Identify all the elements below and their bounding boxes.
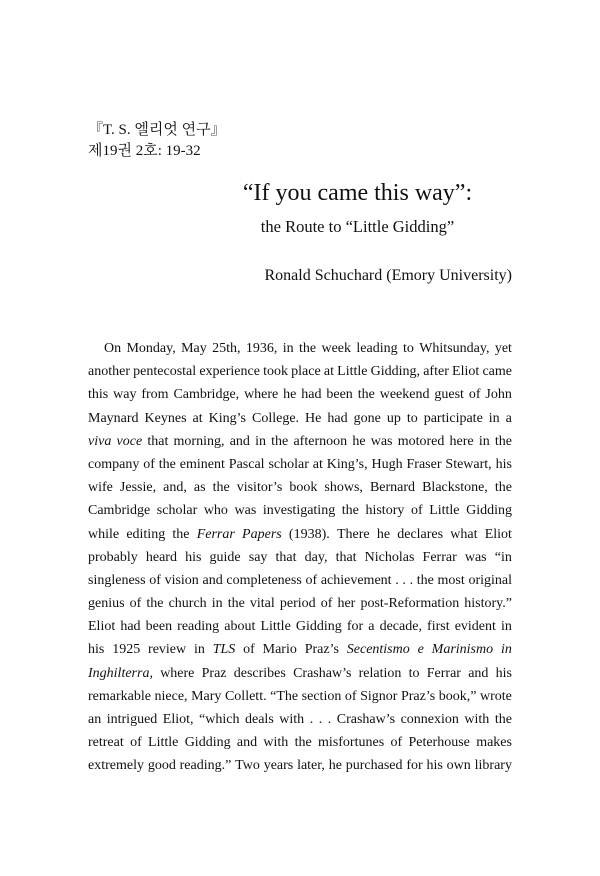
- body-word: at: [312, 456, 323, 472]
- body-word: Stewart,: [445, 456, 492, 472]
- body-word: her: [337, 596, 356, 612]
- body-word: place: [291, 364, 321, 380]
- body-word: genius: [88, 596, 125, 612]
- body-word: was: [234, 503, 257, 519]
- body-word: and: [202, 572, 223, 588]
- body-word: wife: [88, 480, 113, 496]
- body-word: Inghilterra,: [88, 665, 153, 681]
- body-word: Eliot,: [162, 712, 194, 727]
- body-word: been: [145, 619, 173, 635]
- body-word: Praz: [201, 665, 227, 681]
- body-word: purchased: [345, 758, 403, 774]
- body-word: Pascal: [228, 456, 265, 472]
- body-word: of: [468, 387, 481, 403]
- body-word: pentecostal: [133, 364, 197, 380]
- body-word: gone: [353, 410, 381, 426]
- body-word: the: [494, 712, 512, 727]
- body-word: Cambridge: [88, 503, 151, 519]
- body-word: heard: [145, 549, 177, 565]
- body-word: of: [243, 642, 255, 658]
- body-word: book,”: [438, 688, 477, 704]
- body-word: after: [423, 364, 449, 380]
- body-word: Gidding,: [370, 364, 421, 380]
- body-word: in: [282, 341, 294, 356]
- body-word: afternoon: [293, 433, 348, 449]
- body-word: Bernard: [369, 480, 416, 496]
- body-word: Ferrar: [426, 665, 461, 681]
- body-line: [88, 499, 512, 522]
- body-word: Ferrar: [196, 526, 235, 542]
- body-word: .: [402, 572, 406, 588]
- body-word: investigating: [262, 503, 336, 519]
- body-word: Praz’s: [304, 642, 339, 658]
- body-word: misfortunes: [318, 735, 385, 751]
- body-word: was: [464, 549, 487, 565]
- body-word: of: [390, 735, 403, 751]
- body-word: Two: [235, 758, 260, 774]
- body-word: 25th,: [212, 341, 241, 356]
- body-word: about: [224, 619, 256, 635]
- body-word: his: [495, 456, 512, 472]
- body-word: at: [192, 410, 203, 426]
- body-word: from: [141, 387, 169, 403]
- body-word: the: [212, 480, 230, 496]
- body-word: post-Reformation: [360, 596, 460, 612]
- body-word: the: [271, 433, 289, 449]
- body-word: Gidding: [184, 735, 231, 751]
- body-word: yet: [494, 341, 512, 356]
- body-word: 1925: [112, 642, 141, 658]
- body-word: history: [365, 503, 405, 519]
- article-subtitle: the Route to “Little Gidding”: [260, 217, 455, 236]
- body-word: he: [376, 526, 391, 542]
- body-word: TLS: [212, 642, 236, 658]
- body-word: Little: [148, 735, 179, 751]
- body-word: his: [185, 549, 202, 565]
- body-word: Keynes: [144, 410, 187, 426]
- body-line: [88, 407, 512, 430]
- body-word: 1936,: [245, 341, 278, 356]
- journal-name: 『T. S. 엘리엇 연구』: [88, 122, 226, 138]
- body-word: of: [320, 596, 333, 612]
- body-word: here: [449, 433, 474, 449]
- body-word: first: [427, 619, 450, 635]
- body-word: his: [495, 665, 512, 681]
- body-word: was: [370, 433, 393, 449]
- body-word: and: [236, 735, 258, 751]
- body-word: experience: [199, 364, 260, 380]
- body-word: Crashaw’s: [336, 712, 396, 727]
- body-word: of: [344, 688, 357, 704]
- body-word: had: [327, 410, 348, 426]
- body-word: most: [437, 572, 465, 588]
- body-word: vital: [249, 596, 275, 612]
- body-word: years: [263, 758, 294, 774]
- body-line: [88, 731, 512, 754]
- body-word: took: [263, 364, 288, 380]
- body-word: May: [181, 341, 207, 356]
- body-word: another: [88, 364, 130, 380]
- body-word: Praz’s: [400, 688, 436, 704]
- body-line: [88, 453, 512, 476]
- body-word: makes: [476, 735, 512, 751]
- body-word: good: [147, 758, 176, 774]
- body-word: he: [352, 433, 366, 449]
- body-word: way: [113, 387, 137, 403]
- body-word: Hugh: [371, 456, 403, 472]
- body-word: in: [255, 433, 266, 449]
- journal-issue: 제19권 2호: 19-32: [88, 143, 201, 159]
- body-word: achievement: [320, 572, 392, 588]
- body-word: of: [410, 503, 423, 519]
- body-word: Fraser: [406, 456, 442, 472]
- body-word: deals: [245, 712, 274, 727]
- body-word: week: [321, 341, 352, 356]
- body-word: Whitsunday,: [419, 341, 490, 356]
- body-word: had: [120, 619, 141, 635]
- body-word: in: [478, 433, 490, 449]
- body-word: been: [326, 387, 353, 403]
- body-line: [88, 383, 512, 406]
- article-title: “If you came this way”:: [242, 180, 473, 206]
- body-word: connexion: [400, 712, 459, 727]
- body-word: morning,: [173, 433, 225, 449]
- body-word: .: [318, 712, 323, 727]
- body-word: company: [88, 456, 140, 472]
- body-word: Eliot: [484, 526, 512, 542]
- body-word: of: [130, 735, 142, 751]
- body-word: reading.”: [179, 758, 232, 774]
- body-word: Little: [260, 619, 291, 635]
- body-word: of: [305, 572, 318, 588]
- body-word: declares: [397, 526, 444, 542]
- journal-header: [88, 120, 226, 162]
- body-word: the: [341, 503, 359, 519]
- body-word: say: [248, 549, 268, 565]
- body-word: Mario: [262, 642, 297, 658]
- body-word: e: [417, 642, 424, 658]
- body-line: [88, 569, 512, 592]
- body-word: the: [294, 735, 312, 751]
- body-word: the: [416, 572, 434, 588]
- body-word: that: [147, 433, 169, 449]
- body-word: Cambridge,: [173, 387, 240, 403]
- body-word: Monday,: [126, 341, 176, 356]
- body-word: decade,: [379, 619, 422, 635]
- body-word: participate: [423, 410, 483, 426]
- body-line: [88, 546, 512, 569]
- body-word: (1938).: [288, 526, 330, 542]
- body-word: day,: [304, 549, 328, 565]
- body-word: he: [283, 387, 297, 403]
- body-word: and,: [163, 480, 187, 496]
- body-word: “The: [270, 688, 299, 704]
- body-word: Crashaw’s: [293, 665, 352, 681]
- body-word: the: [227, 596, 245, 612]
- body-line: [88, 592, 512, 615]
- body-word: his: [88, 642, 105, 658]
- body-word: wrote: [480, 688, 512, 704]
- body-word: for: [346, 619, 364, 635]
- body-line: [88, 615, 512, 638]
- body-word: to: [406, 410, 418, 426]
- body-word: King’s,: [326, 456, 368, 472]
- body-word: scholar: [156, 503, 198, 519]
- body-word: motored: [397, 433, 445, 449]
- body-word: where: [244, 387, 279, 403]
- body-word: the: [146, 596, 164, 612]
- body-word: Little: [337, 364, 368, 380]
- body-word: the: [357, 387, 375, 403]
- body-word: On: [104, 341, 122, 356]
- body-word: Maynard: [88, 410, 139, 426]
- body-word: Ferrar: [422, 549, 457, 565]
- body-word: singleness: [88, 572, 146, 588]
- body-word: while: [88, 526, 120, 542]
- body-word: in: [500, 642, 512, 658]
- body-word: Mary: [191, 688, 222, 704]
- body-word: Collett.: [224, 688, 267, 704]
- body-word: “in: [494, 549, 512, 565]
- body-word: and: [468, 665, 489, 681]
- body-word: that: [335, 549, 357, 565]
- body-word: Eliot: [452, 364, 480, 380]
- body-word: with: [279, 712, 305, 727]
- body-word: Jessie,: [119, 480, 157, 496]
- body-word: probably: [88, 549, 138, 565]
- body-word: .: [409, 572, 414, 588]
- body-word: original: [468, 572, 512, 588]
- body-word: later,: [297, 758, 325, 774]
- body-word: eminent: [179, 456, 225, 472]
- body-word: completeness: [226, 572, 302, 588]
- body-word: period: [279, 596, 316, 612]
- body-word: .: [395, 572, 399, 588]
- body-word: the: [172, 526, 190, 542]
- body-line: [88, 708, 512, 731]
- body-word: where: [160, 665, 195, 681]
- body-word: Eliot: [88, 619, 116, 635]
- body-word: extremely: [88, 758, 144, 774]
- body-line: [88, 523, 512, 546]
- body-word: retreat: [88, 735, 124, 751]
- body-word: scholar: [268, 456, 309, 472]
- body-word: leading: [356, 341, 398, 356]
- body-word: Nicholas: [364, 549, 415, 565]
- body-word: weekend: [379, 387, 430, 403]
- body-line: [88, 360, 512, 383]
- body-word: the: [299, 341, 317, 356]
- body-line: [88, 337, 512, 360]
- body-word: a: [368, 619, 375, 635]
- body-line: [88, 476, 512, 499]
- body-word: who: [203, 503, 228, 519]
- body-word: in: [193, 642, 205, 658]
- body-word: intrigued: [106, 712, 158, 727]
- body-word: this: [88, 387, 109, 403]
- body-word: the: [494, 480, 512, 496]
- body-word: to: [402, 341, 414, 356]
- body-word: shows,: [324, 480, 363, 496]
- body-line: [88, 638, 512, 661]
- body-word: library: [474, 758, 512, 774]
- body-word: the: [158, 456, 176, 472]
- body-word: describes: [233, 665, 286, 681]
- body-word: editing: [126, 526, 166, 542]
- body-word: reading: [177, 619, 220, 635]
- body-word: in: [211, 596, 223, 612]
- body-word: Peterhouse: [408, 735, 470, 751]
- body-word: He: [305, 410, 322, 426]
- body-word: in: [488, 410, 500, 426]
- body-word: church: [168, 596, 207, 612]
- body-word: section: [301, 688, 342, 704]
- body-word: guest: [434, 387, 464, 403]
- body-word: .: [327, 712, 332, 727]
- body-word: history.”: [464, 596, 512, 612]
- body-word: voce: [116, 433, 143, 449]
- body-word: .: [309, 712, 314, 727]
- body-word: and: [229, 433, 250, 449]
- body-word: at: [323, 364, 334, 380]
- body-word: vision: [164, 572, 199, 588]
- body-word: of: [143, 456, 155, 472]
- body-word: an: [88, 712, 102, 727]
- body-word: Secentismo: [346, 642, 410, 658]
- body-word: that: [275, 549, 297, 565]
- body-word: had: [301, 387, 322, 403]
- body-word: relation: [358, 665, 402, 681]
- body-line: [88, 685, 512, 708]
- body-word: Papers: [242, 526, 282, 542]
- body-word: to: [408, 665, 420, 681]
- body-line: [88, 754, 512, 777]
- body-word: visitor’s: [236, 480, 283, 496]
- body-word: with: [263, 735, 289, 751]
- body-word: viva: [88, 433, 112, 449]
- body-word: Gidding: [466, 503, 512, 519]
- article-author: Ronald Schuchard (Emory University): [264, 267, 512, 284]
- body-word: John: [485, 387, 512, 403]
- body-word: he: [328, 758, 342, 774]
- body-word: book: [289, 480, 318, 496]
- body-word: with: [464, 712, 490, 727]
- body-word: the: [494, 433, 512, 449]
- body-word: evident: [454, 619, 496, 635]
- body-word: King’s: [208, 410, 246, 426]
- body-word: came: [482, 364, 512, 380]
- body-word: Little: [429, 503, 460, 519]
- body-word: Marinismo: [431, 642, 494, 658]
- body-word: for: [406, 758, 423, 774]
- body-word: College.: [252, 410, 300, 426]
- body-word: own: [446, 758, 471, 774]
- body-word: “which: [199, 712, 240, 727]
- body-word: remarkable: [88, 688, 151, 704]
- body-text: [88, 337, 512, 778]
- body-word: of: [149, 572, 161, 588]
- body-word: what: [450, 526, 478, 542]
- body-line: [88, 430, 512, 453]
- body-word: niece,: [154, 688, 188, 704]
- body-line: [88, 662, 512, 685]
- body-word: up: [386, 410, 401, 426]
- body-word: a: [505, 410, 512, 426]
- body-word: his: [426, 758, 443, 774]
- body-word: Signor: [360, 688, 398, 704]
- body-word: Gidding: [295, 619, 342, 635]
- body-word: as: [193, 480, 206, 496]
- body-word: Blackstone,: [422, 480, 488, 496]
- body-word: There: [336, 526, 370, 542]
- body-word: review: [148, 642, 187, 658]
- body-word: of: [129, 596, 142, 612]
- body-word: guide: [209, 549, 241, 565]
- body-word: in: [501, 619, 512, 635]
